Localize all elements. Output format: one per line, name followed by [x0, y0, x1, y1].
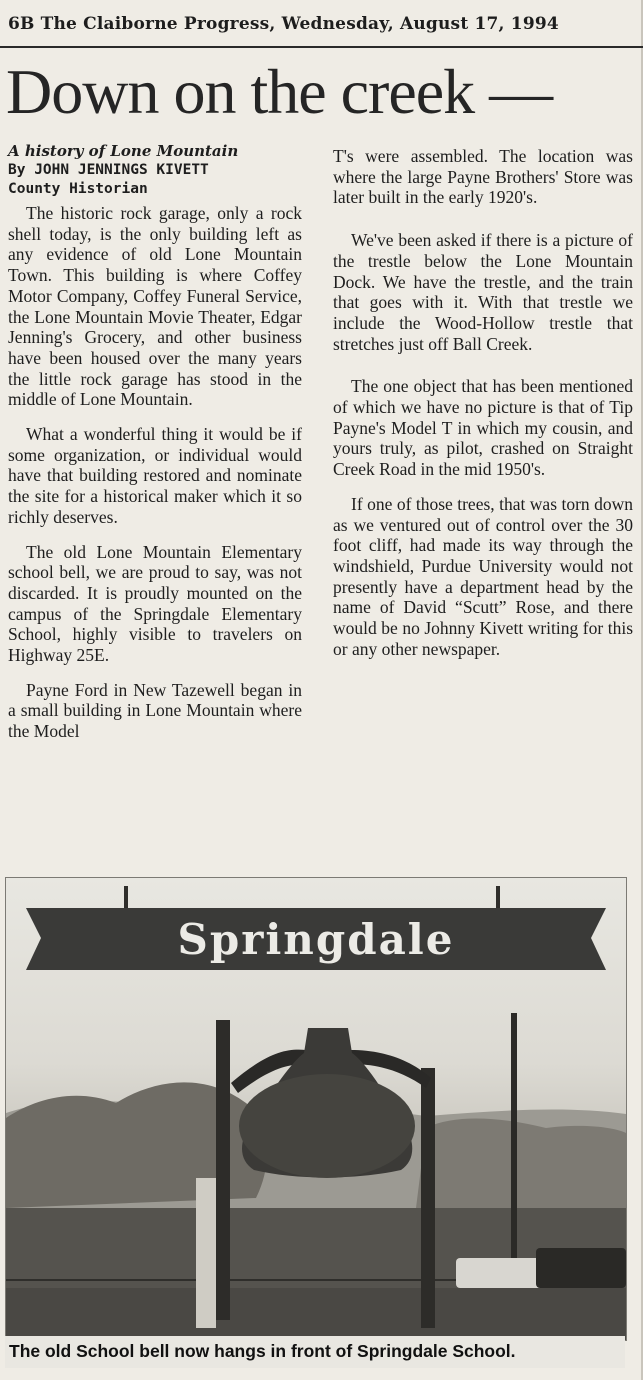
paragraph: Payne Ford in New Tazewell began in a small building in Lone Mountain where the Model — [8, 679, 302, 742]
bell-mouth — [239, 1074, 415, 1178]
article-column-left — [8, 142, 302, 756]
paragraph: We've been asked if there is a picture of the trestle below the Lone Mountain Dock. We have the trestle, and the train that goes with it. With that trestle we include the Wood-Hollow trestle that stretches just off Ball Creek. — [333, 230, 633, 354]
paragraph: The historic rock garage, only a rock shell today, is the only building left as any evidence of old Lone Mountain Town. This building is where Coffey Motor Company, Coffey Funeral Service, the Lone Mountain Movie Theater, Edgar Jenning's Grocery, and other business have been housed over the many years the little rock garage has stood in the middle of Lone Mountain. — [8, 203, 302, 410]
paragraph: What a wonderful thing it would be if some organization, or individual would have that building restored and nominate the site for a historical maker which it so richly deserves. — [8, 424, 302, 527]
masthead — [8, 14, 559, 34]
paragraph: T's were assembled. The location was where the large Payne Brothers' Store was later built in the early 1920's. — [333, 146, 633, 208]
sign-text: Springdale — [177, 915, 455, 964]
headline: Down on the creek — — [6, 56, 553, 127]
parked-truck — [536, 1248, 626, 1288]
photo-caption: The old School bell now hangs in front of Springdale School. — [5, 1336, 625, 1368]
masthead-rule — [0, 46, 643, 48]
publication-line: The Claiborne Progress, Wednesday, August 17, 1994 — [40, 14, 559, 34]
bell-post-left — [216, 1020, 230, 1320]
road — [6, 1288, 626, 1340]
author-byline: By JOHN JENNINGS KIVETT — [8, 162, 209, 178]
bell-post-right — [421, 1068, 435, 1328]
bell-pedestal — [196, 1178, 216, 1328]
utility-pole — [511, 1013, 517, 1283]
photo-illustration — [6, 878, 626, 1340]
author-role: County Historian — [8, 181, 148, 197]
paragraph: The one object that has been mentioned of which we have no picture is that of Tip Payne's Model T in which my cousin, and yours truly, as pilot, crashed on Straight Creek Road in the mid 1950's. — [333, 376, 633, 480]
page-number: 6B — [8, 14, 35, 34]
paragraph: If one of those trees, that was torn down as we ventured out of control over the 30 foot cliff, had made its way through the windshield, Purdue University would not presently have a department head by the name of David “Scutt” Rose, and there would be no Johnny Kivett writing for this or any other newspaper. — [333, 493, 633, 659]
school-bell-photo — [5, 877, 627, 1341]
article-column-right — [333, 146, 633, 673]
article-subtitle: A history of Lone Mountain — [8, 142, 239, 160]
trees-right — [416, 1119, 626, 1208]
paragraph: The old Lone Mountain Elementary school bell, we are proud to say, was not discarded. It is proudly mounted on the campus of the Springdale Elementary School, highly visible to travelers on Highway 25E. — [8, 541, 302, 666]
